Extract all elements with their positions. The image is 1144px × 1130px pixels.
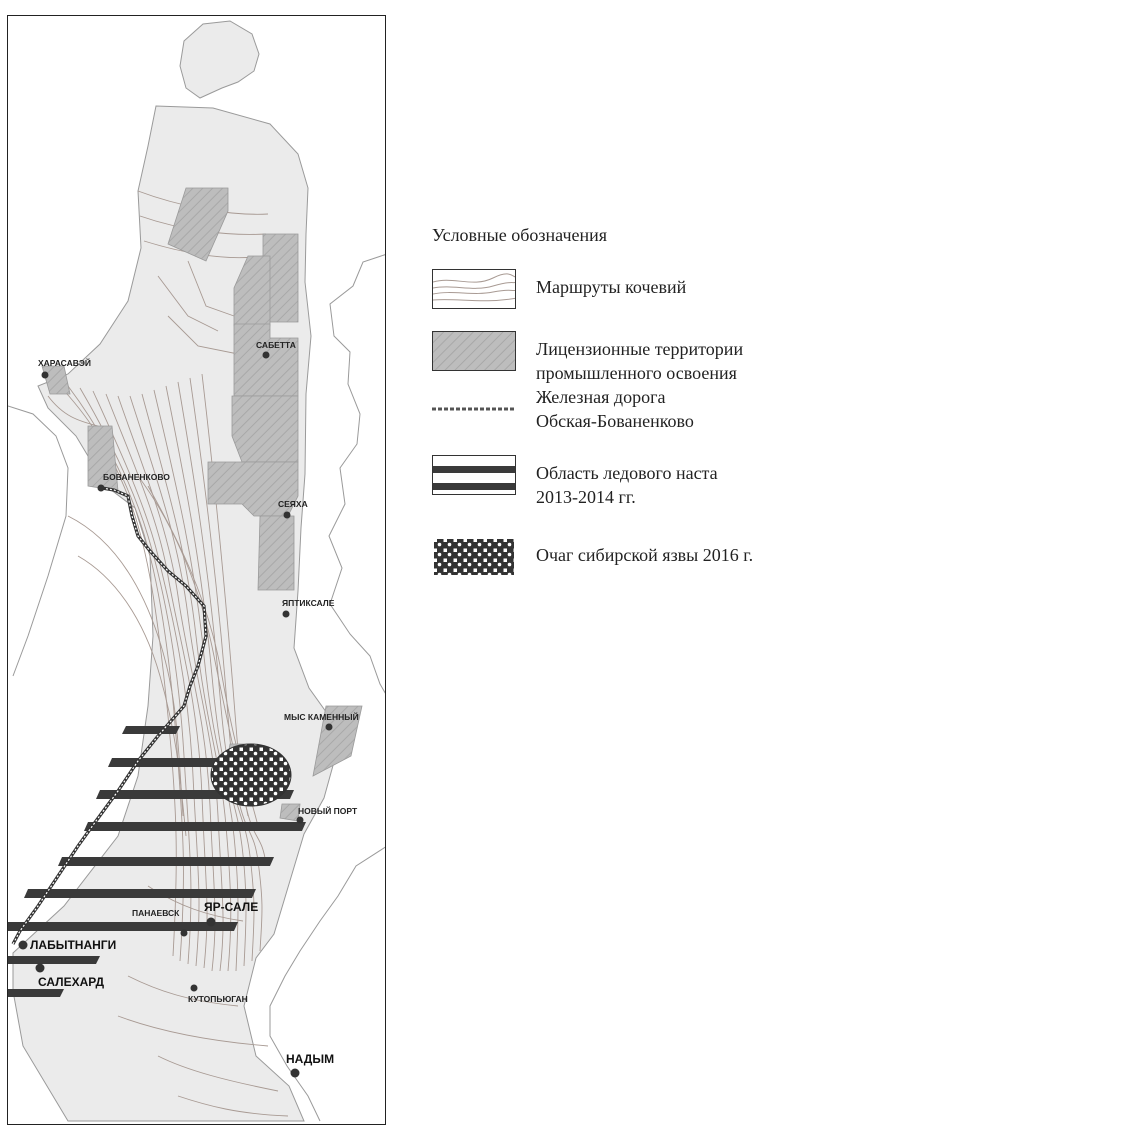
map bbox=[8, 16, 386, 1125]
legend-label-line: Очаг сибирской язвы 2016 г. bbox=[536, 545, 754, 565]
place-dot-yar-sale bbox=[207, 918, 216, 927]
license-area bbox=[258, 516, 294, 590]
legend-label-license bbox=[536, 337, 856, 385]
legend-label-line: Лицензионные территории bbox=[536, 339, 744, 359]
place-label-novy-port: НОВЫЙ ПОРТ bbox=[298, 806, 358, 816]
place-dot-nadym bbox=[291, 1069, 300, 1078]
place-label-kutopyugan: КУТОПЬЮГАН bbox=[188, 994, 248, 1004]
legend-item-anthrax bbox=[432, 537, 852, 599]
map-panel bbox=[7, 15, 386, 1125]
place-dot-kutopyugan bbox=[191, 985, 198, 992]
legend-label-line: промышленного освоения bbox=[536, 363, 737, 383]
northern-island bbox=[180, 21, 259, 98]
place-dot-labytnangi bbox=[19, 941, 28, 950]
place-label-nadym: НАДЫМ bbox=[286, 1052, 335, 1066]
map-legend bbox=[432, 225, 852, 599]
place-label-sabetta: САБЕТТА bbox=[256, 340, 296, 350]
place-label-seyaha: СЕЯХА bbox=[278, 499, 308, 509]
legend-label-line: Маршруты кочевий bbox=[536, 277, 687, 297]
railway-swatch bbox=[432, 393, 516, 433]
place-label-yaptiksale: ЯПТИКСАЛЕ bbox=[282, 598, 335, 608]
legend-label-line: Область ледового наста bbox=[536, 463, 718, 483]
place-dot-salekhard bbox=[36, 964, 45, 973]
place-dot-mys-kamenny bbox=[326, 724, 333, 731]
legend-label-line: 2013-2014 гг. bbox=[536, 487, 636, 507]
place-label-salekhard: САЛЕХАРД bbox=[38, 975, 105, 989]
legend-label-routes bbox=[536, 275, 856, 299]
place-label-harasavey: ХАРАСАВЭЙ bbox=[38, 358, 92, 368]
legend-item-routes bbox=[432, 269, 852, 331]
place-label-yar-sale: ЯР-САЛЕ bbox=[204, 900, 259, 914]
legend-item-license bbox=[432, 331, 852, 393]
west-coast bbox=[8, 406, 68, 676]
place-dot-seyaha bbox=[284, 512, 291, 519]
legend-label-railway bbox=[536, 385, 856, 433]
routes-swatch bbox=[432, 269, 516, 309]
place-dot-novy-port bbox=[297, 817, 304, 824]
place-label-mys-kamenny: МЫС КАМЕННЫЙ bbox=[284, 712, 359, 722]
ice-swatch bbox=[432, 455, 516, 495]
legend-title: Условные обозначения bbox=[432, 225, 608, 245]
license-swatch bbox=[432, 331, 516, 371]
license-area bbox=[232, 396, 298, 462]
eastern-coast bbox=[329, 254, 386, 696]
legend-label-anthrax bbox=[536, 543, 856, 567]
legend-label-line: Железная дорога bbox=[536, 387, 666, 407]
place-dot-bovanenkovo bbox=[98, 485, 105, 492]
place-dot-yaptiksale bbox=[283, 611, 290, 618]
legend-label-ice bbox=[536, 461, 856, 509]
place-label-bovanenkovo: БОВАНЕНКОВО bbox=[103, 472, 170, 482]
legend-label-line: Обская-Бованенково bbox=[536, 411, 694, 431]
legend-item-ice bbox=[432, 455, 852, 517]
place-label-labytnangi: ЛАБЫТНАНГИ bbox=[30, 938, 117, 952]
anthrax-focus bbox=[211, 744, 291, 806]
place-dot-sabetta bbox=[263, 352, 270, 359]
place-dot-harasavey bbox=[42, 372, 49, 379]
place-dot-panaevsk bbox=[181, 930, 188, 937]
legend-item-railway bbox=[432, 387, 852, 455]
place-label-panaevsk: ПАНАЕВСК bbox=[132, 908, 180, 918]
anthrax-swatch bbox=[432, 537, 516, 577]
